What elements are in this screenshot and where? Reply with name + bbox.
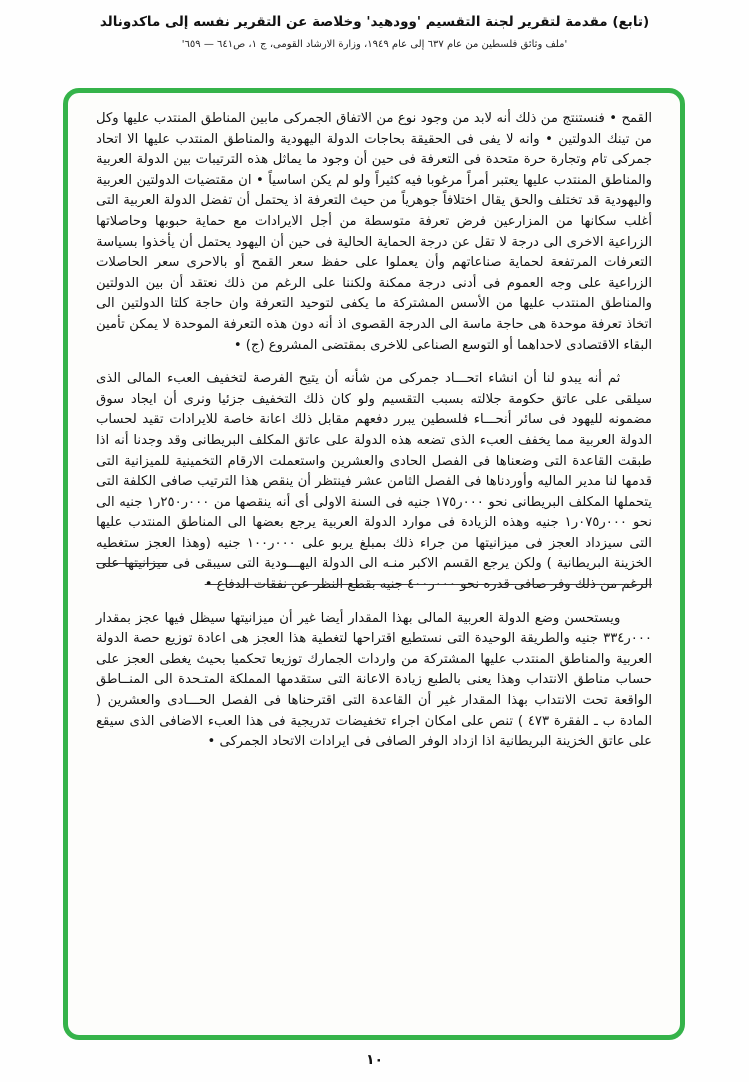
page-number: ١٠ (365, 1052, 384, 1068)
paragraph-1: القمح • فنستنتج من ذلك أنه لابد من وجود نوع من الاتفاق الجمركى مابين المناطق المنتدب عليها وكل من تينك الدولتين • وانه لا يفى فى الحقيقة بحاجات الدولة اليهودية والمناطق المنتدب عليها الا اتحاد جمركى تام وتجارة حرة متحدة فى التعرفة فى حين أن وجود ما يماثل هذه الترتيبات بين الدولة العربية والمناطق المنتدب عليها يعتبر أمراً مرغوبا فيه كثيراً ولو لم يكن اساسياً • ان مقتضيات الدولتين العربية واليهودية قد تختلف والحق يقال اختلافاً جوهرياً من حيث التعرفة اذ يحتمل أن تفضل الدولة العربية التى أغلب سكانها من المزارعين فرض تعرفة متوسطة من أجل الايرادات مع حماية حبوبها وحاصلاتها الزراعية الاخرى الى درجة لا تقل عن درجة الحماية الحالية فى حين أن اليهود يحتمل أن يأخذوا بسياسة التعرفات المرتفعة لحماية صناعاتهم وأن يعملوا على حفظ سعر القمح أو بالاحرى سعر الحاصلات الزراعية على وجه العموم فى أدنى درجة ممكنة ولكننا على الرغم من ذلك نعتقد أن بين الدولتين والمناطق المنتدب عليها من الأسس المشتركة ما يكفى لتوحيد التعرفة وان حاجة كلتا الدولتين الى اتخاذ تعرفة موحدة هى حاجة ماسة الى الدرجة القصوى اذ أنه دون هذه التعرفة الموحدة لا يمكن تأمين البقاء الاقتصادى لاحداهما أو التوسع الصناعى للاخرى بمقتضى المشروع (ج) • (96, 111, 652, 353)
paragraph-2 (96, 369, 652, 596)
document-header (0, 14, 749, 50)
paragraph-2-struck-text: ميزانيتها على الرغم من ذلك وفر صافى قدره نحو ٠٠٠ر٤٠٠ جنيه بقطع النظر عن نفقات الدفاع • (96, 556, 652, 593)
document-title: (تابع) مقدمة لتقرير لجنة التقسيم 'وودهيد' وخلاصة عن التقرير نفسه إلى ماكدونالد (99, 14, 650, 30)
paragraph-3: ويستحسن وضع الدولة العربية المالى بهذا المقدار أيضا غير أن ميزانيتها سيظل فيها عجز بمقدار ٠٠٠ر٣٣٤ جنيه والطريقة الوحيدة التى نستطيع اقتراحها لتغطية هذا العجز هى اعادة توزيع حصة الدولة العربية والمناطق المنتدب عليها المشتركة من واردات الجمارك توزيعا تحكميا بحيث يغطى العجز على حساب مناطق الانتداب وهذا يعنى بالطبع زيادة الاعانة التى ستقدمها المملكة المتـحدة الى المنــاطق الواقعة تحت الانتداب بهذا المقدار غير أن القاعدة التى اقترحناها فى الفصل الحـــادى والعشرين ( المادة ب ـ الفقرة ٤٧٣ ) تنص على امكان اجراء تخفيضات تدريجية فى هذا العبء الاضافى الذى سيقع على عاتق الخزينة البريطانية اذا ازداد الوفر الصافى فى ايرادات الاتحاد الجمركى • (96, 610, 652, 750)
paragraph-2-text: ثم أنه يبدو لنا أن انشاء اتحـــاد جمركى من شأنه أن يتيح الفرصة لتخفيف العبء المالى الذى سيلقى على عاتق حكومة جلالته بسبب التقسيم ولو كان ذلك التخفيف جزئيا ونرى أن ايجاد سوق مضمونه لليهود فى سائر أنحـــاء فلسطين يبرر دفعهم مقابل ذلك اعانة خاصة للايرادات تقيد لحساب الدولة العربية مما يخفف العبء الذى تضعه هذه الدولة على عاتق المكلف البريطانى وقد وجدنا أنه اذا طبقت القاعدة التى وضعناها فى الفصل الحادى والعشرين واستعملت الارقام التخمينية للميزانية التى قدمها لنا مدير الماليه وأوردناها فى الفصل الثامن عشر فينتظر أن ينقص هذا الترتيب صافى الكلفة التى يتحملها المكلف البريطانى نحو ٠٠٠ر١٧٥ جنيه فى السنة الاولى أى أنه ينقصها من ٠٠٠ر٢٥٠ر١ جنيه الى نحو ٠٠٠ر٠٧٥ر١ جنيه وهذه الزيادة فى موارد الدولة العربية يرجع بعضها الى المناطق المنتدب عليها التى سيزداد العجز فى ميزانيتها من جراء ذلك بمبلغ يربو على ٠٠٠ر١٠٠ جنيه (وهذا العجز ستغطيه الخزينة البريطانية ) ولكن يرجع القسم الاكبر منـه الى الدولة اليهـــودية التى سيبقى فى (96, 371, 652, 572)
document-body (96, 109, 652, 753)
document-source-citation: 'ملف وثائق فلسطين من عام ٦٣٧ إلى عام ١٩٤٩، وزارة الارشاد القومى، ج ١، ص٦٤١ — ٦٥٩' (181, 39, 568, 50)
green-border-frame (63, 88, 685, 1040)
